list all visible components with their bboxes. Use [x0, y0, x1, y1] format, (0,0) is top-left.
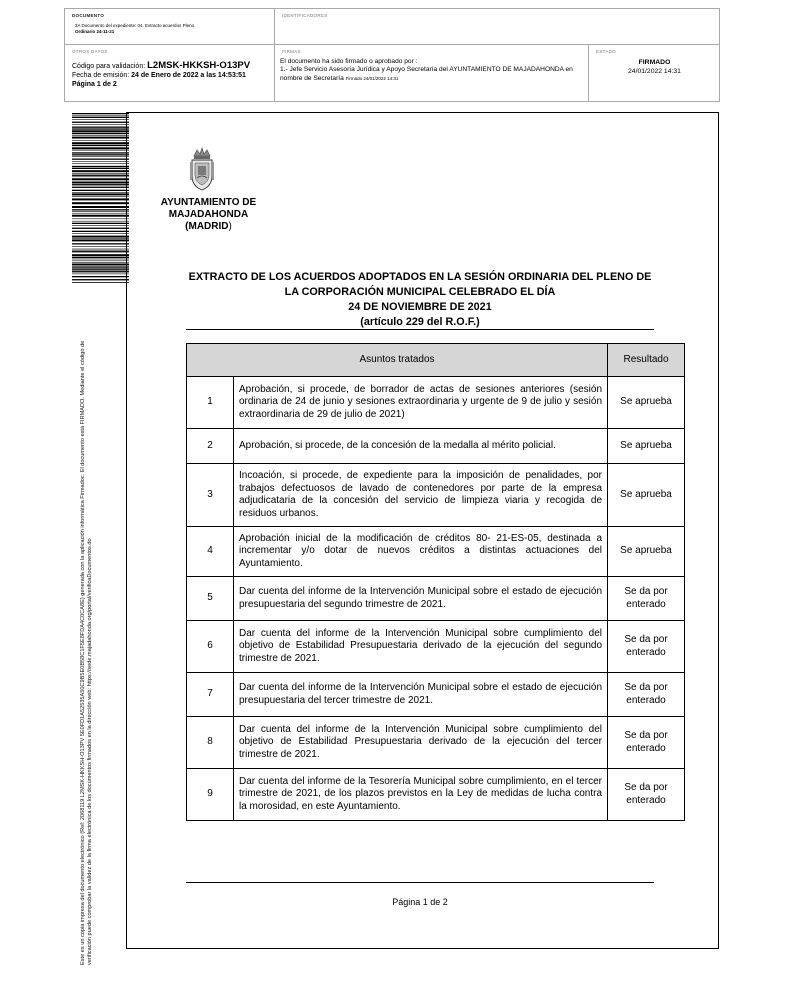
identificadores-label: IDENTIFICADORES [282, 13, 328, 18]
identificadores-cell [275, 9, 720, 45]
footer-rule [186, 882, 654, 883]
table-row [187, 769, 685, 821]
row-result: Se aprueba [608, 464, 685, 527]
page-number: Página 1 de 2 [392, 897, 448, 907]
row-subject: Aprobación inicial de la modificación de créditos 80- 21-ES-05, destinada a incrementar y/o dotar de nuevos créditos a distintas actuaciones del Ayuntamiento. [234, 527, 608, 577]
title-rule [186, 329, 654, 330]
column-header-resultado: Resultado [608, 344, 685, 377]
coat-of-arms-icon [189, 146, 215, 192]
firmas-label: FIRMAS [282, 49, 301, 54]
row-result: Se da por enterado [608, 673, 685, 717]
barcode-icon [72, 113, 129, 283]
agenda-table [186, 343, 685, 821]
table-row [187, 377, 685, 429]
table-row [187, 621, 685, 673]
table-row [187, 527, 685, 577]
row-number: 1 [187, 377, 234, 429]
row-number: 7 [187, 673, 234, 717]
column-header-asuntos: Asuntos tratados [187, 344, 608, 377]
row-result: Se aprueba [608, 527, 685, 577]
verification-side-text: Este es un copia impresa del documento electrónico (Ref: 2068119 L2MSK-HKKSH-O13PV 5E0FD1A52535A50C9B5E0B58C1F5E8FDA4C0CA8E) generada con la aplicación informática Firmadoc. El documento está FIRMADO. Mediante el código de verificación puede comprobar la validez de la firma electrónica de los documentos firmados en la dirección web: https://sede.majadahonda.org/portal/verificaDocumentos.do [80, 340, 93, 965]
row-result: Se aprueba [608, 429, 685, 464]
row-subject: Incoación, si procede, de expediente para la imposición de penalidades, por trabajos defectuosos de lavado de contenedores por parte de la empresa adjudicataria de la concesión del servicio de limpieza viaria y recogida de residuos urbanos. [234, 464, 608, 527]
row-subject: Dar cuenta del informe de la Intervención Municipal sobre cumplimiento del objetivo de Estabilidad Presupuestaria derivado de la ejecución del segundo trimestre de 2021. [234, 621, 608, 673]
documento-value: 3A Documento del expediente: 04. Extracto acuerdos Pleno Ordinario 24-11-21 [75, 23, 195, 34]
row-subject: Dar cuenta del informe de la Tesorería Municipal sobre cumplimiento, en el tercer trimestre de 2021, de los plazos previstos en la Ley de medidas de lucha contra la morosidad, en este Ayuntamiento. [234, 769, 608, 821]
table-row [187, 429, 685, 464]
table-row [187, 717, 685, 769]
row-number: 5 [187, 577, 234, 621]
row-number: 8 [187, 717, 234, 769]
estado-label: ESTADO [596, 49, 616, 54]
table-row [187, 577, 685, 621]
estado-status: FIRMADO [638, 59, 671, 66]
row-number: 6 [187, 621, 234, 673]
otros-datos-label: OTROS DATOS [72, 49, 108, 54]
estado-cell [589, 45, 720, 102]
row-result: Se da por enterado [608, 577, 685, 621]
row-result: Se aprueba [608, 377, 685, 429]
row-number: 3 [187, 464, 234, 527]
documento-cell [65, 9, 275, 45]
row-subject: Dar cuenta del informe de la Intervención Municipal sobre el estado de ejecución presupuestaria del tercer trimestre de 2021. [234, 673, 608, 717]
codigo-prefix: Código para validación: [72, 63, 146, 70]
header-page-number: Página 1 de 2 [72, 81, 117, 88]
row-subject: Dar cuenta del informe de la Intervención Municipal sobre cumplimiento del objetivo de Estabilidad Presupuestaria derivado de la ejecución del tercer trimestre de 2021. [234, 717, 608, 769]
documento-label: DOCUMENTO [72, 13, 105, 18]
row-result: Se da por enterado [608, 717, 685, 769]
table-row [187, 673, 685, 717]
firmas-cell [275, 45, 589, 102]
validation-code: L2MSK-HKKSH-O13PV [147, 60, 251, 71]
row-number: 2 [187, 429, 234, 464]
estado-date: 24/01/2022 14:31 [628, 67, 681, 75]
row-number: 9 [187, 769, 234, 821]
otros-datos-value [72, 61, 250, 89]
row-result: Se da por enterado [608, 769, 685, 821]
fecha-prefix: Fecha de emisión: [72, 72, 130, 79]
row-subject: Aprobación, si procede, de la concesión de la medalla al mérito policial. [234, 429, 608, 464]
row-subject: Dar cuenta del informe de la Intervención Municipal sobre el estado de ejecución presupuestaria del segundo trimestre de 2021. [234, 577, 608, 621]
row-subject: Aprobación, si procede, de borrador de actas de sesiones anteriores (sesión ordinaria de 24 de junio y sesiones extraordinaria y urgente de 9 de julio y sesión extraordinaria de 29 de julio de 2021) [234, 377, 608, 429]
fecha-emision: 24 de Enero de 2022 a las 14:53:51 [131, 72, 246, 79]
row-number: 4 [187, 527, 234, 577]
document-title: EXTRACTO DE LOS ACUERDOS ADOPTADOS EN LA SESIÓN ORDINARIA DEL PLENO DE LA CORPORACIÓN MUNICIPAL CELEBRADO EL DÍA 24 DE NOVIEMBRE DE 2021 (artículo 229 del R.O.F.) [188, 271, 652, 328]
document-header [64, 8, 720, 102]
otros-datos-cell [65, 45, 275, 102]
table-header-row [187, 344, 685, 377]
table-row [187, 464, 685, 527]
estado-value [589, 59, 720, 76]
row-result: Se da por enterado [608, 621, 685, 673]
firmas-value: El documento ha sido firmado o aprobado por : 1.- Jefe Servicio Asesoría Jurídica y Apoyo Secretaría del AYUNTAMIENTO DE MAJADAHONDA en nombre de Secretaría Firmado 24/01/2022 14:31 [280, 58, 573, 82]
municipality-name: AYUNTAMIENTO DE MAJADAHONDA (MADRID) [160, 197, 257, 232]
